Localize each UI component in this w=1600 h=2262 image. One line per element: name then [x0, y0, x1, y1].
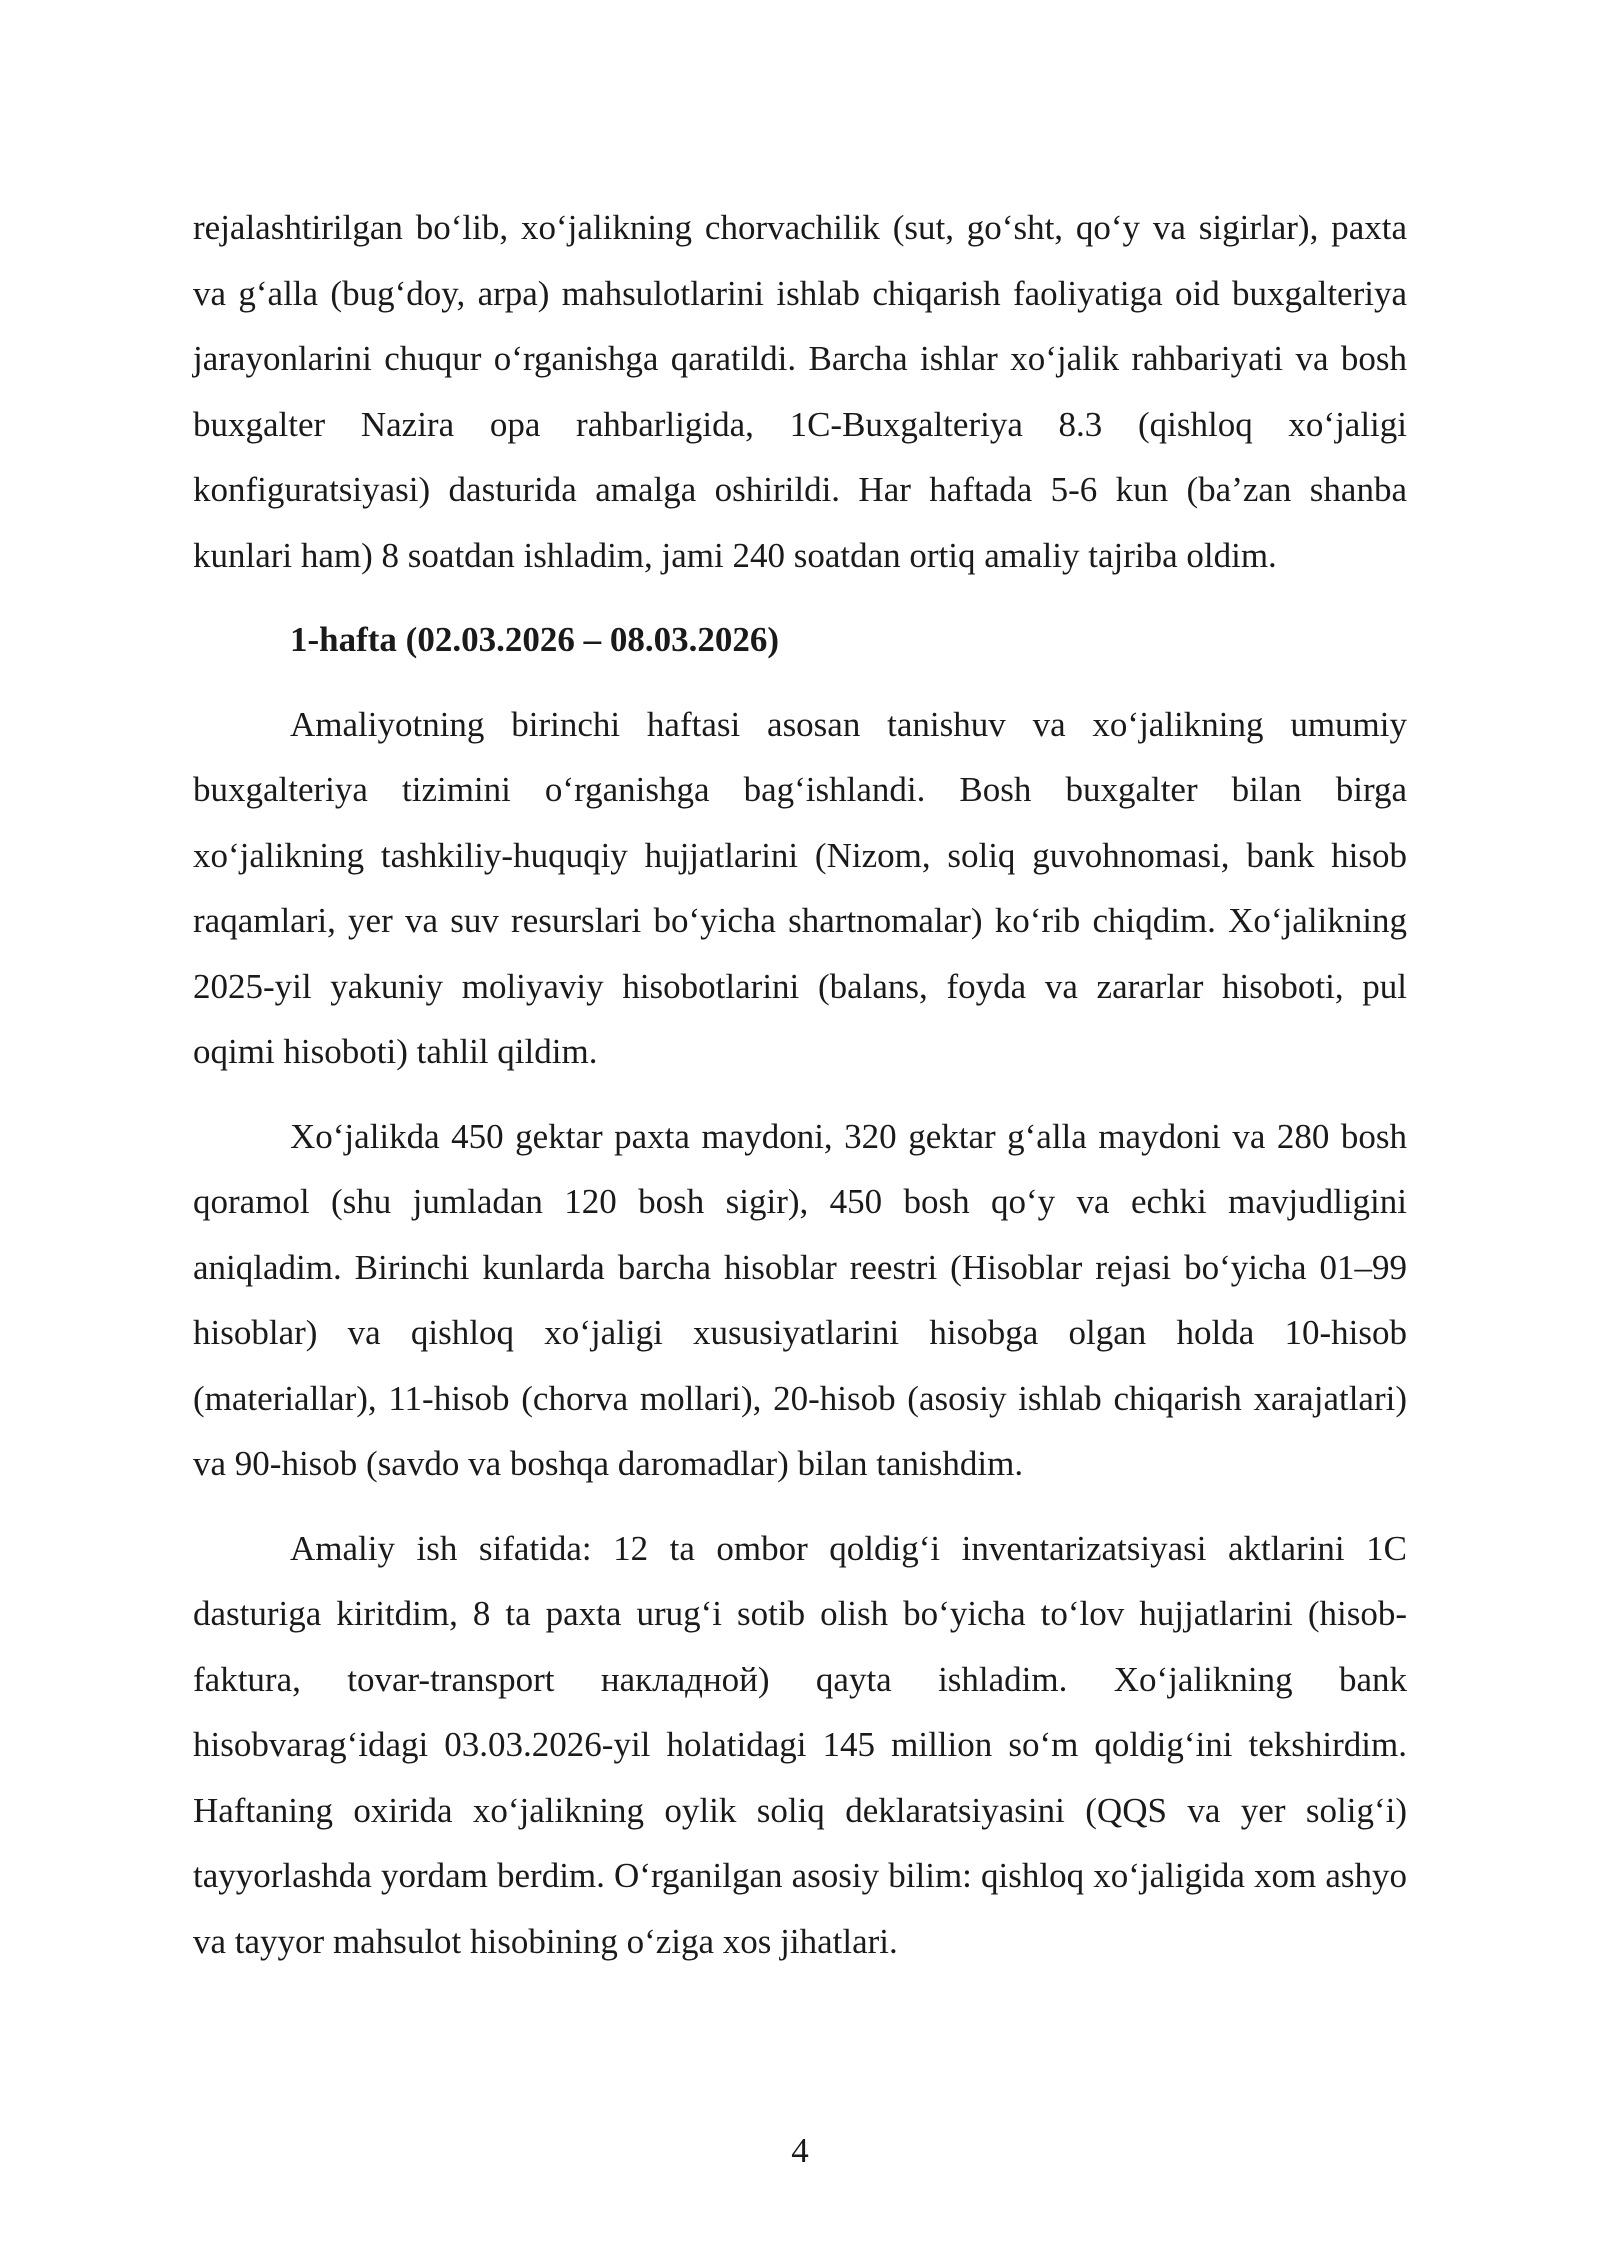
week-heading: 1-hafta (02.03.2026 – 08.03.2026) [290, 620, 779, 659]
intro-paragraph: rejalashtirilgan bo‘lib, xo‘jalikning chorvachilik (sut, go‘sht, qo‘y va sigirlar), paxta va g‘alla (bug‘doy, arpa) mahsulotlarini ishlab chiqarish faoliyatiga oid buxgalteriya jarayonlarini chuqur o‘rganishga qaratildi. Barcha ishlar xo‘jalik rahbariyati va bosh buxgalter Nazira opa rahbarligida, 1C-Buxgalteriya 8.3 (qishloq xo‘jaligi konfiguratsiyasi) dasturida amalga oshirildi. Har haftada 5-6 kun (ba’zan shanba kunlari ham) 8 soatdan ishladim, jami 240 soatdan ortiq amaliy tajriba oldim. [193, 208, 1407, 575]
page-number: 4 [791, 2131, 809, 2170]
page-body [193, 195, 1407, 1974]
body-paragraph-3: Amaliy ish sifatida: 12 ta ombor qoldig‘i inventarizatsiyasi aktlarini 1C dasturiga kiritdim, 8 ta paxta urug‘i sotib olish bo‘yicha to‘lov hujjatlarini (hisob-faktura, tovar-transport накладной) qayta ishladim. Xo‘jalikning bank hisobvarag‘idagi 03.03.2026-yil holatidagi 145 million so‘m qoldig‘ini tekshirdim. Haftaning oxirida xo‘jalikning oylik soliq deklaratsiyasini (QQS va yer solig‘i) tayyorlashda yordam berdim. O‘rganilgan asosiy bilim: qishloq xo‘jaligida xom ashyo va tayyor mahsulot hisobining o‘ziga xos jihatlari. [193, 1528, 1407, 1961]
body-paragraph-1: Amaliyotning birinchi haftasi asosan tanishuv va xo‘jalikning umumiy buxgalteriya tizimini o‘rganishga bag‘ishlandi. Bosh buxgalter bilan birga xo‘jalikning tashkiliy-huquqiy hujjatlarini (Nizom, soliq guvohnomasi, bank hisob raqamlari, yer va suv resurslari bo‘yicha shartnomalar) ko‘rib chiqdim. Xo‘jalikning 2025-yil yakuniy moliyaviy hisobotlarini (balans, foyda va zararlar hisoboti, pul oqimi hisoboti) tahlil qildim. [193, 704, 1407, 1071]
body-paragraph-2: Xo‘jalikda 450 gektar paxta maydoni, 320 gektar g‘alla maydoni va 280 bosh qoramol (shu jumladan 120 bosh sigir), 450 bosh qo‘y va echki mavjudligini aniqladim. Birinchi kunlarda barcha hisoblar reestri (Hisoblar rejasi bo‘yicha 01–99 hisoblar) va qishloq xo‘jaligi xususiyatlarini hisobga olgan holda 10-hisob (materiallar), 11-hisob (chorva mollari), 20-hisob (asosiy ishlab chiqarish xarajatlari) va 90-hisob (savdo va boshqa daromadlar) bilan tanishdim. [193, 1116, 1407, 1483]
